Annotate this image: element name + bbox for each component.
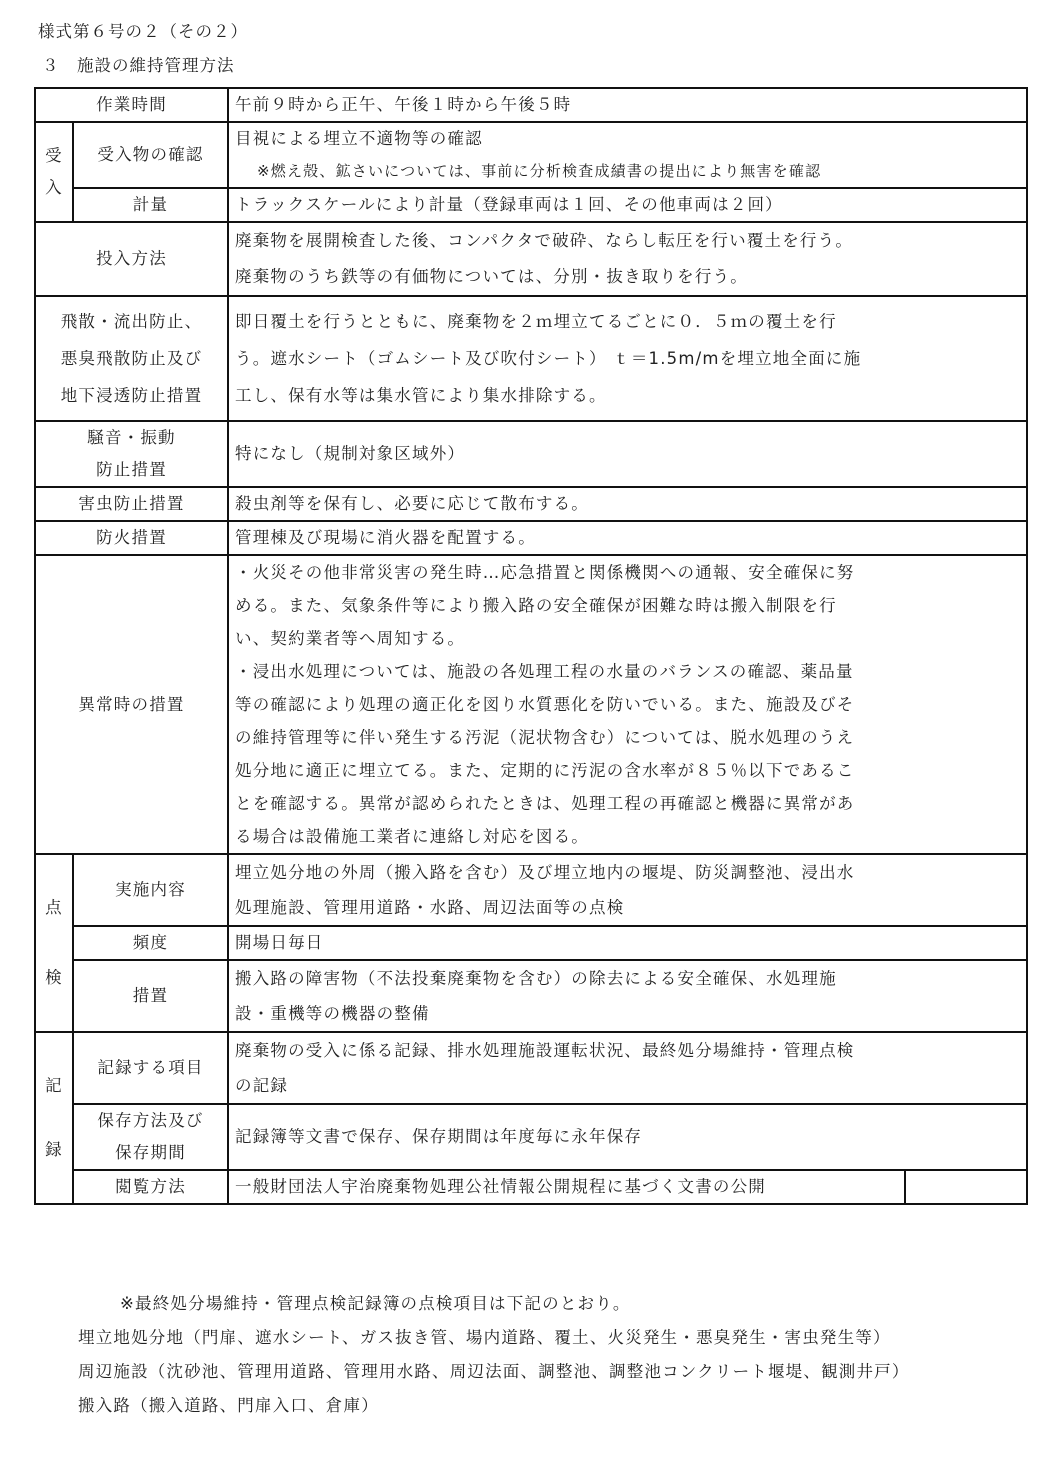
group-char: 点 [45,898,63,917]
text-line: める。また、気象条件等により搬入路の安全確保が困難な時は搬入制限を行 [235,596,837,615]
row-intake-check [35,122,1027,188]
text-line: とを確認する。異常が認められたときは、処理工程の再確認と機器に異常があ [235,794,855,813]
footnote-item: 周辺施設（沈砂池、管理用道路、管理用水路、周辺法面、調整池、調整池コンクリート堰堤、観測井戸） [78,1362,910,1381]
row-noise [35,421,1027,487]
label-intake-check: 受入物の確認 [73,122,228,188]
value-inspection-frequency: 開場日毎日 [228,926,1027,960]
row-abnormal [35,555,1027,854]
text-line: 等の確認により処理の適正化を図り水質悪化を防いでいる。また、施設及びそ [235,695,855,714]
text-line: う。遮水シート（ゴムシート及び吹付シート） ｔ＝1.5m/mを埋立地全面に施 [235,349,862,368]
label-records-viewing: 閲覧方法 [73,1170,228,1204]
text-line: る場合は設備施工業者に連絡し対応を図る。 [235,827,589,846]
label-line: 防止措置 [96,460,167,479]
row-inspection-content [35,854,1027,926]
text-line: 即日覆土を行うとともに、廃棄物を２ｍ埋立てるごとに０．５ｍの覆土を行 [235,312,837,331]
footnote-item: 搬入路（搬入道路、門扉入口、倉庫） [78,1396,379,1415]
label-inspection-frequency: 頻度 [73,926,228,960]
value-intake-check [228,122,1027,188]
row-scatter [35,296,1027,421]
group-records [35,1032,73,1204]
label-records-items: 記録する項目 [73,1032,228,1104]
label-inspection-measures: 措置 [73,960,228,1032]
text-line: 廃棄物のうち鉄等の有価物については、分別・抜き取りを行う。 [235,267,748,286]
label-line: 保存方法及び [97,1111,204,1130]
row-records-viewing [35,1170,1027,1204]
value-inspection-measures [228,960,1027,1032]
text-line: 廃棄物を展開検査した後、コンパクタで破砕、ならし転圧を行い覆土を行う。 [235,231,854,250]
text-line: 処分地に適正に埋立てる。また、定期的に汚泥の含水率が８５％以下であるこ [235,761,855,780]
label-line: 地下浸透防止措置 [60,386,203,405]
label-intake-weigh: 計量 [73,188,228,222]
text-line: 廃棄物の受入に係る記録、排水処理施設運転状況、最終処分場維持・管理点検 [235,1041,855,1060]
label-dumping: 投入方法 [35,222,228,296]
value-work-hours: 午前９時から正午、午後１時から午後５時 [228,88,1027,122]
value-records-items [228,1032,1027,1104]
maintenance-table [34,87,1028,1205]
text-line: の維持管理等に伴い発生する汚泥（泥状物含む）については、脱水処理のうえ [235,728,855,747]
row-dumping [35,222,1027,296]
value-records-viewing [228,1170,1027,1204]
row-inspection-measures [35,960,1027,1032]
group-char: 録 [45,1140,63,1159]
value-fire: 管理棟及び現場に消火器を配置する。 [228,521,1027,555]
text-line: 設・重機等の機器の整備 [235,1004,430,1023]
value-scatter [228,296,1027,421]
viewing-text: 一般財団法人宇治廃棄物処理公社情報公開規程に基づく文書の公開 [235,1177,766,1196]
blank-cell [904,1171,1026,1203]
value-inspection-content [228,854,1027,926]
text-line: の記録 [235,1076,289,1095]
text-line: 工し、保有水等は集水管により集水排除する。 [235,386,607,405]
label-line: 飛散・流出防止、 [60,312,203,331]
group-char: 受 [45,146,63,165]
row-intake-weigh [35,188,1027,222]
label-scatter [35,296,228,421]
label-records-storage [73,1104,228,1170]
row-work-hours [35,88,1027,122]
text-line: ・火災その他非常災害の発生時…応急措置と関係機関への通報、安全確保に努 [235,563,855,582]
value-noise: 特になし（規制対象区域外） [228,421,1027,487]
value-records-storage: 記録簿等文書で保存、保存期間は年度毎に永年保存 [228,1104,1027,1170]
section-title: ３ 施設の維持管理方法 [42,56,235,75]
footnote-item: 埋立地処分地（門扉、遮水シート、ガス抜き管、場内道路、覆土、火災発生・悪臭発生・害虫発生等） [78,1328,891,1347]
value-dumping [228,222,1027,296]
label-pest: 害虫防止措置 [35,487,228,521]
value-abnormal [228,555,1027,854]
value-pest: 殺虫剤等を保有し、必要に応じて散布する。 [228,487,1027,521]
form-title: 様式第６号の２（その２） [38,22,248,41]
text-line: 搬入路の障害物（不法投棄廃棄物を含む）の除去による安全確保、水処理施 [235,969,837,988]
label-line: 保存期間 [115,1143,186,1162]
label-noise [35,421,228,487]
label-fire: 防火措置 [35,521,228,555]
footnote-head: ※最終処分場維持・管理点検記録簿の点検項目は下記のとおり。 [120,1294,631,1313]
row-pest [35,487,1027,521]
label-line: 騒音・振動 [87,428,176,447]
row-records-storage [35,1104,1027,1170]
group-char: 入 [45,178,63,197]
text-line: ・浸出水処理については、施設の各処理工程の水量のバランスの確認、薬品量 [235,662,854,681]
text-line: 埋立処分地の外周（搬入路を含む）及び埋立地内の堰堤、防災調整池、浸出水 [235,863,855,882]
group-intake [35,122,73,222]
row-records-items [35,1032,1027,1104]
footnotes [78,1287,910,1423]
label-inspection-content: 実施内容 [73,854,228,926]
label-abnormal: 異常時の措置 [35,555,228,854]
label-work-hours: 作業時間 [35,88,228,122]
group-char: 記 [45,1076,63,1095]
group-inspection [35,854,73,1032]
text-line: い、契約業者等へ周知する。 [235,629,466,648]
note-line: ※燃え殻、鉱さいについては、事前に分析検査成績書の提出により無害を確認 [257,162,822,180]
label-line: 悪臭飛散防止及び [60,349,203,368]
row-fire [35,521,1027,555]
row-inspection-frequency [35,926,1027,960]
text-line: 目視による埋立不適物等の確認 [235,129,483,148]
group-char: 検 [45,968,63,987]
text-line: 処理施設、管理用道路・水路、周辺法面等の点検 [235,898,625,917]
value-intake-weigh: トラックスケールにより計量（登録車両は１回、その他車両は２回） [228,188,1027,222]
